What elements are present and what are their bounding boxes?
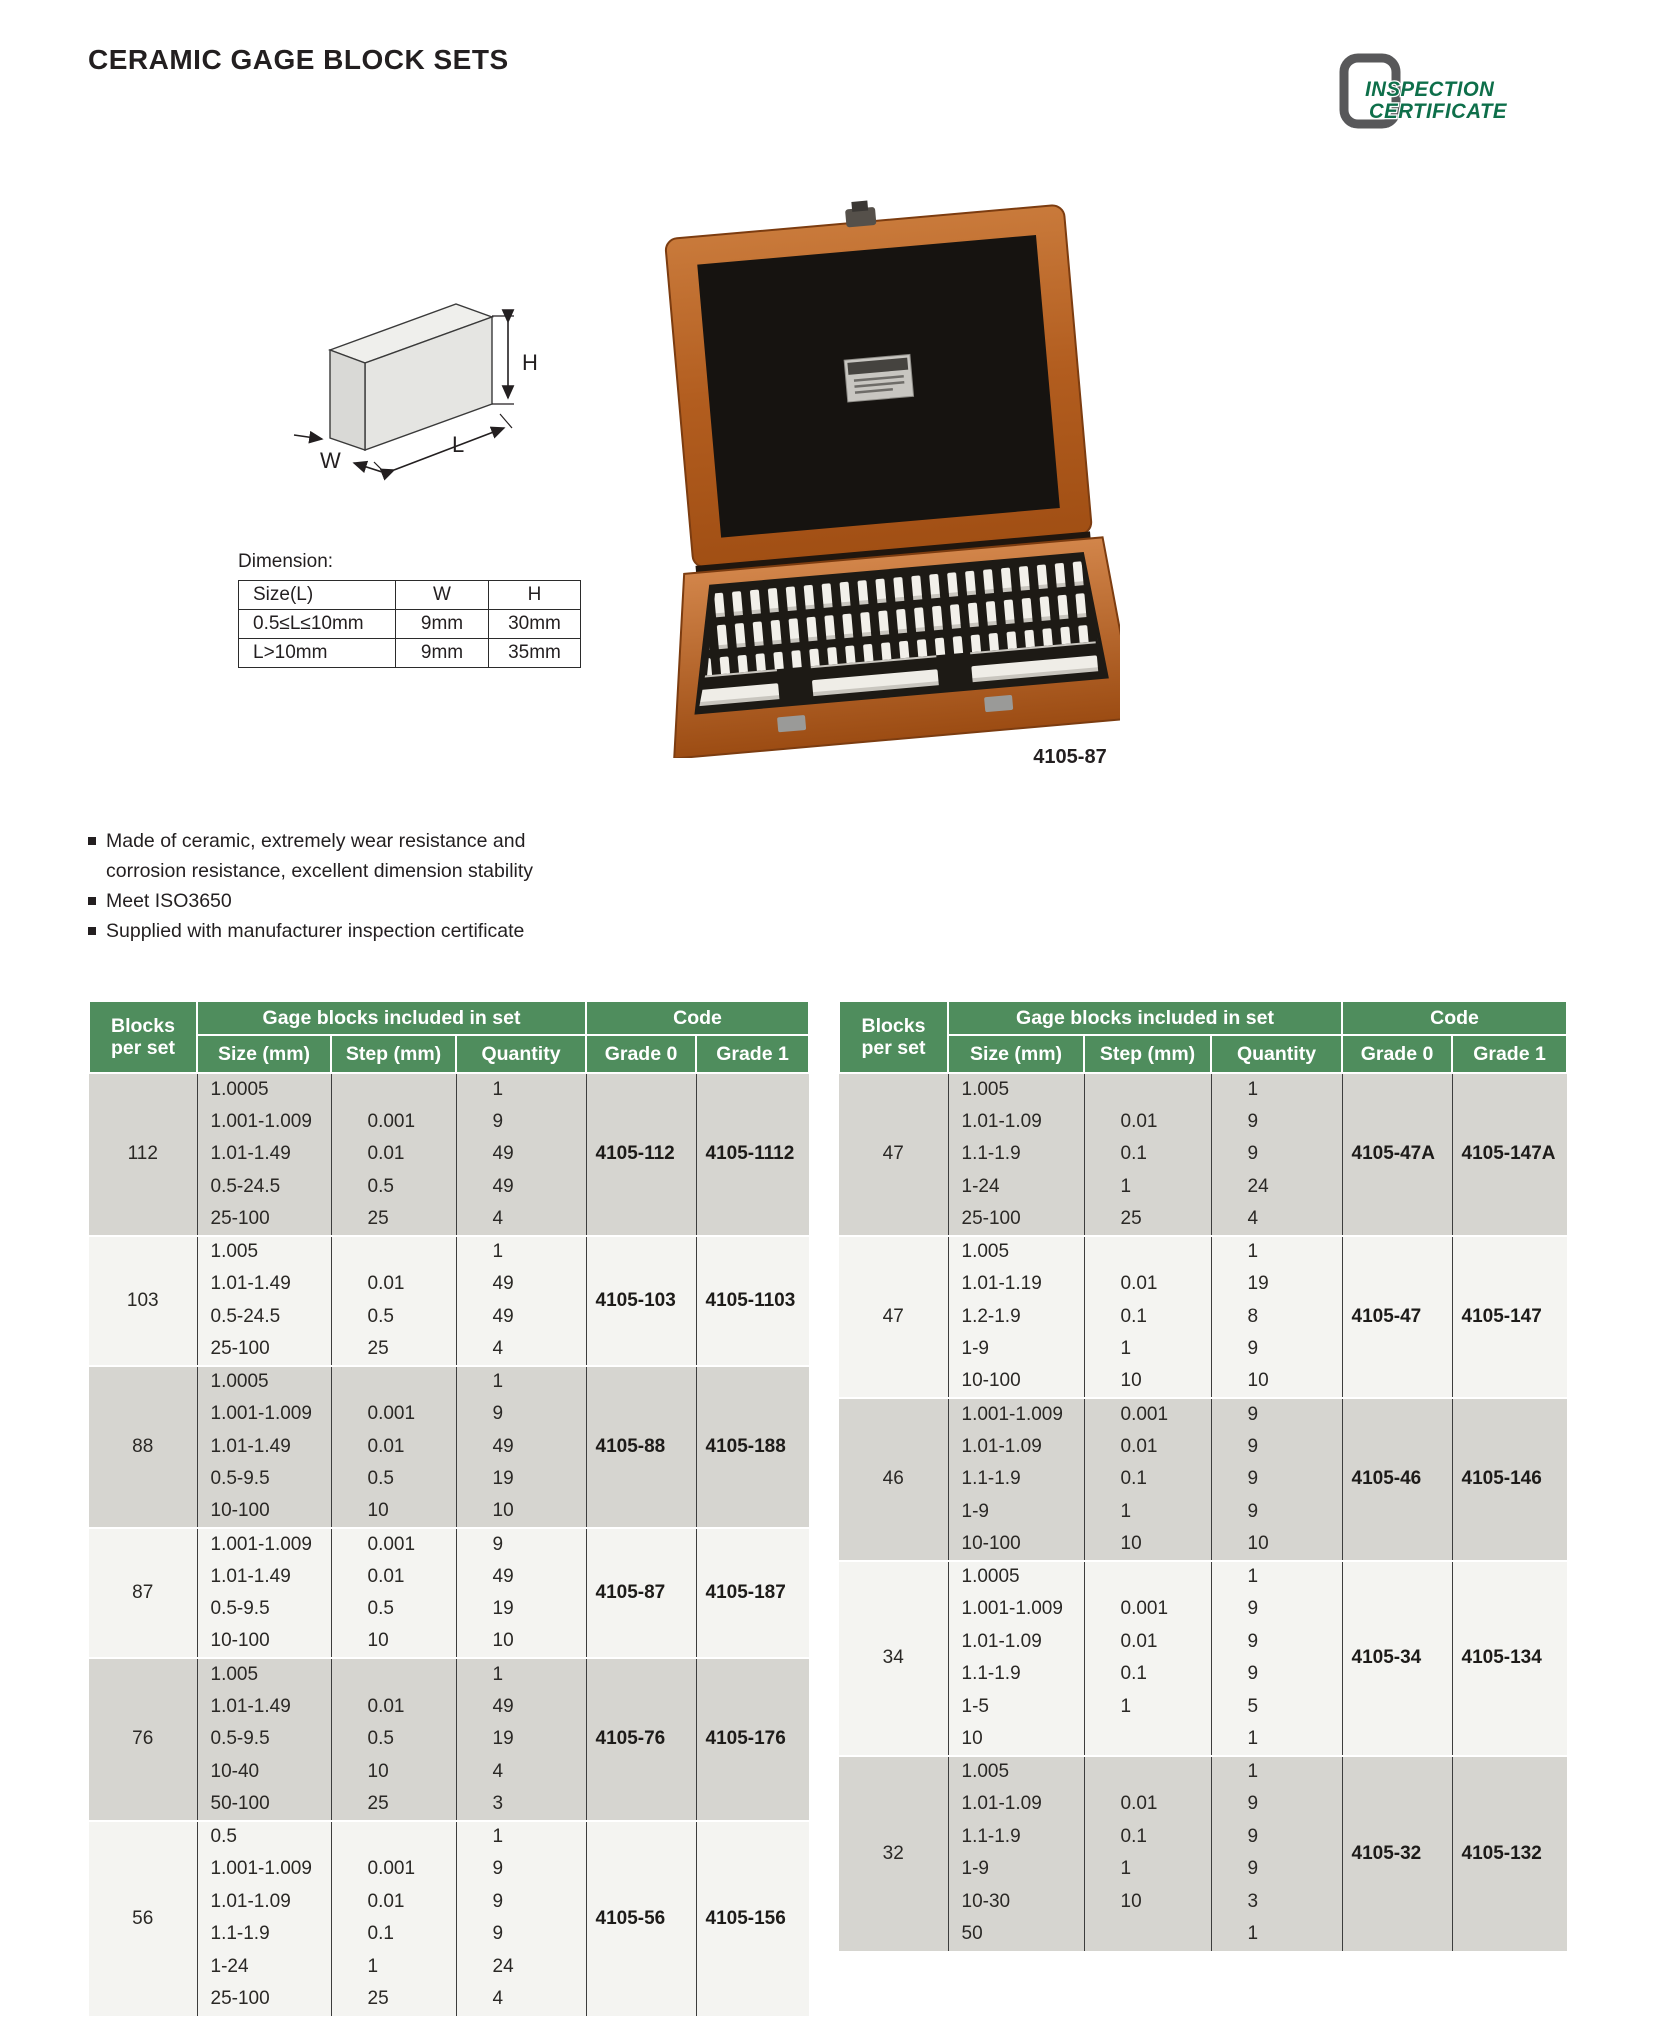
cell-step: 0.001 <box>331 1853 456 1886</box>
cell-step: 0.001 <box>331 1398 456 1431</box>
cell-step: 1 <box>1084 1691 1211 1724</box>
w-arrow-left <box>294 435 322 439</box>
cell-size: 1.01-1.09 <box>948 1626 1084 1659</box>
cell-step: 25 <box>331 1333 456 1366</box>
cell-quantity: 49 <box>456 1561 586 1594</box>
cell-step: 0.01 <box>1084 1431 1211 1464</box>
cell-quantity: 10 <box>456 1496 586 1529</box>
cell-size: 1.01-1.09 <box>948 1431 1084 1464</box>
cell-code-grade0: 4105-87 <box>586 1528 696 1658</box>
cell-step: 1 <box>1084 1853 1211 1886</box>
cell-size: 1.0005 <box>197 1073 331 1106</box>
cell-step: 0.01 <box>331 1268 456 1301</box>
cell-step: 10 <box>1084 1528 1211 1561</box>
cell-size: 1.001-1.009 <box>197 1853 331 1886</box>
cell-quantity: 49 <box>456 1268 586 1301</box>
cell-quantity: 19 <box>1211 1268 1342 1301</box>
cell-quantity: 9 <box>1211 1106 1342 1139</box>
cell-size: 1.01-1.19 <box>948 1268 1084 1301</box>
logo-line1: INSPECTION <box>1365 77 1495 102</box>
header-code: Code <box>586 1001 809 1035</box>
cell-quantity: 1 <box>1211 1561 1342 1594</box>
header-step: Step (mm) <box>1084 1035 1211 1073</box>
cell-size: 25-100 <box>197 1203 331 1236</box>
cell-size: 1.01-1.49 <box>197 1268 331 1301</box>
cell-size: 1.01-1.49 <box>197 1431 331 1464</box>
cell-quantity: 9 <box>1211 1138 1342 1171</box>
table-row <box>839 1398 1567 1431</box>
header-quantity: Quantity <box>1211 1035 1342 1073</box>
cell-quantity: 4 <box>456 1333 586 1366</box>
cell-code-grade1: 4105-147 <box>1452 1236 1567 1399</box>
cell-step: 1 <box>1084 1171 1211 1204</box>
front-clasp-right <box>984 695 1013 712</box>
cell-quantity: 1 <box>456 1236 586 1269</box>
cell-quantity: 9 <box>1211 1496 1342 1529</box>
cell-size: 0.5-9.5 <box>197 1723 331 1756</box>
cell-step: 0.01 <box>1084 1626 1211 1659</box>
cell-step: 0.01 <box>1084 1106 1211 1139</box>
cell-code-grade0: 4105-56 <box>586 1821 696 2016</box>
gage-block-sets-table-right <box>838 1000 1568 1951</box>
cell-code-grade0: 4105-112 <box>586 1073 696 1236</box>
l-dimension-arrow <box>394 428 504 470</box>
cell-size: 1.001-1.009 <box>197 1106 331 1139</box>
table-row <box>839 1756 1567 1789</box>
cell-size: 1.1-1.9 <box>948 1138 1084 1171</box>
cell-code-grade1: 4105-134 <box>1452 1561 1567 1756</box>
cell-blocks-per-set: 47 <box>839 1236 948 1399</box>
cell-code-grade0: 4105-32 <box>1342 1756 1452 1951</box>
cell-code-grade0: 4105-47 <box>1342 1236 1452 1399</box>
dimension-table <box>238 580 581 668</box>
table-row <box>839 1561 1567 1594</box>
cell-quantity: 19 <box>456 1463 586 1496</box>
cell-quantity: 3 <box>1211 1886 1342 1919</box>
w-label: W <box>320 448 341 473</box>
cell-quantity: 49 <box>456 1431 586 1464</box>
w-arrow-right <box>354 463 382 472</box>
cell-size: 1.01-1.49 <box>197 1691 331 1724</box>
cell-quantity: 1 <box>456 1821 586 1854</box>
cell-blocks-per-set: 47 <box>839 1073 948 1236</box>
bullet-square-icon <box>88 897 96 905</box>
cell-quantity: 9 <box>1211 1398 1342 1431</box>
cell-quantity: 9 <box>456 1398 586 1431</box>
cell-quantity: 9 <box>1211 1333 1342 1366</box>
cell-quantity: 10 <box>1211 1366 1342 1399</box>
block-side-face <box>330 350 365 450</box>
table-row <box>89 1073 809 1106</box>
cell-quantity: 24 <box>1211 1171 1342 1204</box>
cell-size: 0.5 <box>197 1821 331 1854</box>
header-blocks-per-set: Blocks per set <box>839 1001 948 1073</box>
dim-cell: L>10mm <box>239 639 396 668</box>
table-row <box>89 1821 809 1854</box>
cell-blocks-per-set: 103 <box>89 1236 197 1366</box>
cell-step: 0.5 <box>331 1301 456 1334</box>
cell-blocks-per-set: 76 <box>89 1658 197 1821</box>
cell-step <box>1084 1918 1211 1951</box>
cell-quantity: 49 <box>456 1301 586 1334</box>
table-row <box>839 1236 1567 1269</box>
cell-step: 10 <box>1084 1886 1211 1919</box>
bullet-square-icon <box>88 837 96 845</box>
cell-quantity: 9 <box>1211 1788 1342 1821</box>
cell-step <box>1084 1561 1211 1594</box>
cell-quantity: 9 <box>456 1106 586 1139</box>
header-size: Size (mm) <box>948 1035 1084 1073</box>
l-label: L <box>452 432 465 457</box>
cell-quantity: 24 <box>456 1951 586 1984</box>
cell-quantity: 9 <box>1211 1658 1342 1691</box>
cell-step: 0.01 <box>1084 1268 1211 1301</box>
table-row <box>239 639 581 668</box>
cell-step: 0.001 <box>331 1106 456 1139</box>
cell-step: 10 <box>331 1626 456 1659</box>
cell-quantity: 3 <box>456 1788 586 1821</box>
cell-size: 1.01-1.09 <box>197 1886 331 1919</box>
cell-code-grade1: 4105-146 <box>1452 1398 1567 1561</box>
header-quantity: Quantity <box>456 1035 586 1073</box>
header-grade1: Grade 1 <box>696 1035 809 1073</box>
cell-blocks-per-set: 56 <box>89 1821 197 2016</box>
cell-blocks-per-set: 46 <box>839 1398 948 1561</box>
table-row <box>89 1528 809 1561</box>
cell-code-grade1: 4105-188 <box>696 1366 809 1529</box>
cell-step: 0.5 <box>331 1593 456 1626</box>
header-step: Step (mm) <box>331 1035 456 1073</box>
cell-size: 25-100 <box>948 1203 1084 1236</box>
cell-code-grade1: 4105-156 <box>696 1821 809 2016</box>
table-row <box>89 1236 809 1269</box>
cell-quantity: 1 <box>1211 1073 1342 1106</box>
cell-size: 10-30 <box>948 1886 1084 1919</box>
cell-size: 10 <box>948 1723 1084 1756</box>
cell-size: 0.5-24.5 <box>197 1171 331 1204</box>
cell-step: 0.5 <box>331 1463 456 1496</box>
cell-size: 1.01-1.49 <box>197 1561 331 1594</box>
cell-size: 1.01-1.49 <box>197 1138 331 1171</box>
cell-size: 1-5 <box>948 1691 1084 1724</box>
cell-size: 1.005 <box>197 1658 331 1691</box>
cell-size: 1.005 <box>197 1236 331 1269</box>
cell-quantity: 4 <box>456 1203 586 1236</box>
logo-line2: CERTIFICATE <box>1368 99 1508 124</box>
cell-step: 0.001 <box>1084 1593 1211 1626</box>
list-item <box>88 916 608 946</box>
feature-text: Made of ceramic, extremely wear resistance and corrosion resistance, excellent dimension stability <box>106 830 534 882</box>
cell-code-grade0: 4105-88 <box>586 1366 696 1529</box>
cell-size: 1.005 <box>948 1236 1084 1269</box>
cell-size: 0.5-24.5 <box>197 1301 331 1334</box>
dim-col-w: W <box>396 581 489 610</box>
cell-quantity: 19 <box>456 1723 586 1756</box>
table-row <box>239 610 581 639</box>
dim-cell: 35mm <box>489 639 581 668</box>
header-grade0: Grade 0 <box>1342 1035 1452 1073</box>
cell-size: 1.0005 <box>948 1561 1084 1594</box>
cell-step: 1 <box>1084 1496 1211 1529</box>
cell-code-grade0: 4105-34 <box>1342 1561 1452 1756</box>
cell-code-grade1: 4105-132 <box>1452 1756 1567 1951</box>
cell-step: 0.1 <box>1084 1821 1211 1854</box>
cell-quantity: 9 <box>1211 1593 1342 1626</box>
cell-code-grade0: 4105-103 <box>586 1236 696 1366</box>
cell-quantity: 49 <box>456 1691 586 1724</box>
cell-quantity: 9 <box>1211 1626 1342 1659</box>
cell-quantity: 9 <box>1211 1463 1342 1496</box>
cell-quantity: 1 <box>1211 1723 1342 1756</box>
cell-size: 25-100 <box>197 1333 331 1366</box>
cell-size: 10-100 <box>197 1626 331 1659</box>
cell-code-grade1: 4105-147A <box>1452 1073 1567 1236</box>
cell-step <box>331 1821 456 1854</box>
dim-cell: 9mm <box>396 610 489 639</box>
cell-size: 1.01-1.09 <box>948 1788 1084 1821</box>
feature-text: Supplied with manufacturer inspection certificate <box>106 920 525 942</box>
cell-code-grade0: 4105-46 <box>1342 1398 1452 1561</box>
cell-step: 25 <box>331 1788 456 1821</box>
cell-step: 0.01 <box>331 1431 456 1464</box>
cell-step: 0.5 <box>331 1171 456 1204</box>
cell-step: 0.01 <box>331 1886 456 1919</box>
cell-step: 0.01 <box>331 1138 456 1171</box>
cell-step: 0.001 <box>331 1528 456 1561</box>
cell-size: 1.0005 <box>197 1366 331 1399</box>
cell-step: 25 <box>1084 1203 1211 1236</box>
table-row <box>89 1366 809 1399</box>
cell-size: 10-100 <box>948 1366 1084 1399</box>
cell-step <box>1084 1756 1211 1789</box>
cell-quantity: 9 <box>456 1886 586 1919</box>
cell-quantity: 1 <box>456 1366 586 1399</box>
dim-cell: 30mm <box>489 610 581 639</box>
cell-step: 0.01 <box>1084 1788 1211 1821</box>
cell-step <box>1084 1073 1211 1106</box>
dimension-heading: Dimension: <box>238 551 334 572</box>
cell-size: 1.1-1.9 <box>948 1463 1084 1496</box>
bullet-square-icon <box>88 927 96 935</box>
list-item <box>88 826 608 886</box>
cell-quantity: 9 <box>456 1853 586 1886</box>
cell-quantity: 10 <box>456 1626 586 1659</box>
cell-quantity: 9 <box>1211 1853 1342 1886</box>
front-clasp-left <box>777 715 806 732</box>
cell-quantity: 9 <box>456 1528 586 1561</box>
cell-quantity: 9 <box>1211 1431 1342 1464</box>
cell-blocks-per-set: 88 <box>89 1366 197 1529</box>
header-size: Size (mm) <box>197 1035 331 1073</box>
header-blocks-per-set: Blocks per set <box>89 1001 197 1073</box>
table-row <box>839 1073 1567 1106</box>
cell-size: 1.005 <box>948 1073 1084 1106</box>
cell-code-grade1: 4105-176 <box>696 1658 809 1821</box>
cell-size: 1.005 <box>948 1756 1084 1789</box>
cell-quantity: 4 <box>1211 1203 1342 1236</box>
cell-size: 10-40 <box>197 1756 331 1789</box>
cell-size: 1.1-1.9 <box>197 1918 331 1951</box>
cell-size: 1.001-1.009 <box>948 1398 1084 1431</box>
cell-quantity: 1 <box>456 1658 586 1691</box>
cell-blocks-per-set: 87 <box>89 1528 197 1658</box>
cell-step: 25 <box>331 1203 456 1236</box>
cell-step <box>331 1366 456 1399</box>
cell-step: 1 <box>1084 1333 1211 1366</box>
lid-label <box>844 354 913 402</box>
cell-quantity: 1 <box>1211 1236 1342 1269</box>
header-included: Gage blocks included in set <box>948 1001 1342 1035</box>
photo-caption: 4105-87 <box>1033 746 1107 768</box>
cell-size: 0.5-9.5 <box>197 1463 331 1496</box>
dim-col-size: Size(L) <box>239 581 396 610</box>
feature-list <box>88 826 608 946</box>
cell-step: 0.1 <box>1084 1301 1211 1334</box>
h-label: H <box>522 350 538 375</box>
cell-size: 1-9 <box>948 1333 1084 1366</box>
cell-step <box>331 1236 456 1269</box>
cell-step: 10 <box>331 1496 456 1529</box>
product-photo <box>628 192 1120 758</box>
cell-size: 50 <box>948 1918 1084 1951</box>
gage-block-sets-table-left <box>88 1000 810 2016</box>
cell-step <box>331 1073 456 1106</box>
cell-code-grade1: 4105-1103 <box>696 1236 809 1366</box>
cell-quantity: 4 <box>456 1756 586 1789</box>
cell-quantity: 19 <box>456 1593 586 1626</box>
header-grade1: Grade 1 <box>1452 1035 1567 1073</box>
cell-step: 25 <box>331 1983 456 2016</box>
cell-step: 0.1 <box>1084 1138 1211 1171</box>
cell-step: 0.01 <box>331 1561 456 1594</box>
cell-step: 0.5 <box>331 1723 456 1756</box>
list-item <box>88 886 608 916</box>
cell-quantity: 9 <box>1211 1821 1342 1854</box>
cell-step <box>1084 1236 1211 1269</box>
cell-step: 10 <box>1084 1366 1211 1399</box>
cell-quantity: 9 <box>456 1918 586 1951</box>
cell-size: 1.1-1.9 <box>948 1821 1084 1854</box>
cell-size: 1.001-1.009 <box>197 1398 331 1431</box>
cell-code-grade1: 4105-1112 <box>696 1073 809 1236</box>
cell-size: 10-100 <box>948 1528 1084 1561</box>
cell-size: 1-9 <box>948 1496 1084 1529</box>
cell-code-grade0: 4105-47A <box>1342 1073 1452 1236</box>
dim-col-h: H <box>489 581 581 610</box>
page-title: CERAMIC GAGE BLOCK SETS <box>88 44 509 75</box>
cell-quantity: 10 <box>1211 1528 1342 1561</box>
cell-blocks-per-set: 34 <box>839 1561 948 1756</box>
cell-size: 1.01-1.09 <box>948 1106 1084 1139</box>
cell-code-grade0: 4105-76 <box>586 1658 696 1821</box>
cell-blocks-per-set: 32 <box>839 1756 948 1951</box>
cell-step <box>1084 1723 1211 1756</box>
cell-step <box>331 1658 456 1691</box>
cell-quantity: 1 <box>1211 1756 1342 1789</box>
gage-block-diagram <box>170 200 570 540</box>
cell-size: 1.001-1.009 <box>948 1593 1084 1626</box>
cell-size: 50-100 <box>197 1788 331 1821</box>
cell-quantity: 5 <box>1211 1691 1342 1724</box>
cell-step: 1 <box>331 1951 456 1984</box>
dim-cell: 9mm <box>396 639 489 668</box>
header-grade0: Grade 0 <box>586 1035 696 1073</box>
header-code: Code <box>1342 1001 1567 1035</box>
cell-quantity: 49 <box>456 1171 586 1204</box>
cell-step: 10 <box>331 1756 456 1789</box>
cell-code-grade1: 4105-187 <box>696 1528 809 1658</box>
cell-step: 0.001 <box>1084 1398 1211 1431</box>
cell-size: 1-24 <box>948 1171 1084 1204</box>
inspection-certificate-logo <box>1336 38 1566 134</box>
table-row <box>89 1658 809 1691</box>
cell-size: 1.2-1.9 <box>948 1301 1084 1334</box>
cell-blocks-per-set: 112 <box>89 1073 197 1236</box>
cell-quantity: 4 <box>456 1983 586 2016</box>
cell-quantity: 8 <box>1211 1301 1342 1334</box>
cell-step: 0.01 <box>331 1691 456 1724</box>
feature-text: Meet ISO3650 <box>106 890 232 912</box>
cell-step: 0.1 <box>331 1918 456 1951</box>
cell-step: 0.1 <box>1084 1463 1211 1496</box>
cell-size: 1-24 <box>197 1951 331 1984</box>
header-included: Gage blocks included in set <box>197 1001 586 1035</box>
table-row <box>239 581 581 610</box>
cell-size: 1.1-1.9 <box>948 1658 1084 1691</box>
cell-quantity: 49 <box>456 1138 586 1171</box>
cell-step: 0.1 <box>1084 1658 1211 1691</box>
cell-quantity: 1 <box>1211 1918 1342 1951</box>
cell-size: 1.001-1.009 <box>197 1528 331 1561</box>
cell-size: 0.5-9.5 <box>197 1593 331 1626</box>
cell-size: 1-9 <box>948 1853 1084 1886</box>
dim-cell: 0.5≤L≤10mm <box>239 610 396 639</box>
cell-size: 25-100 <box>197 1983 331 2016</box>
cell-quantity: 1 <box>456 1073 586 1106</box>
cell-size: 10-100 <box>197 1496 331 1529</box>
